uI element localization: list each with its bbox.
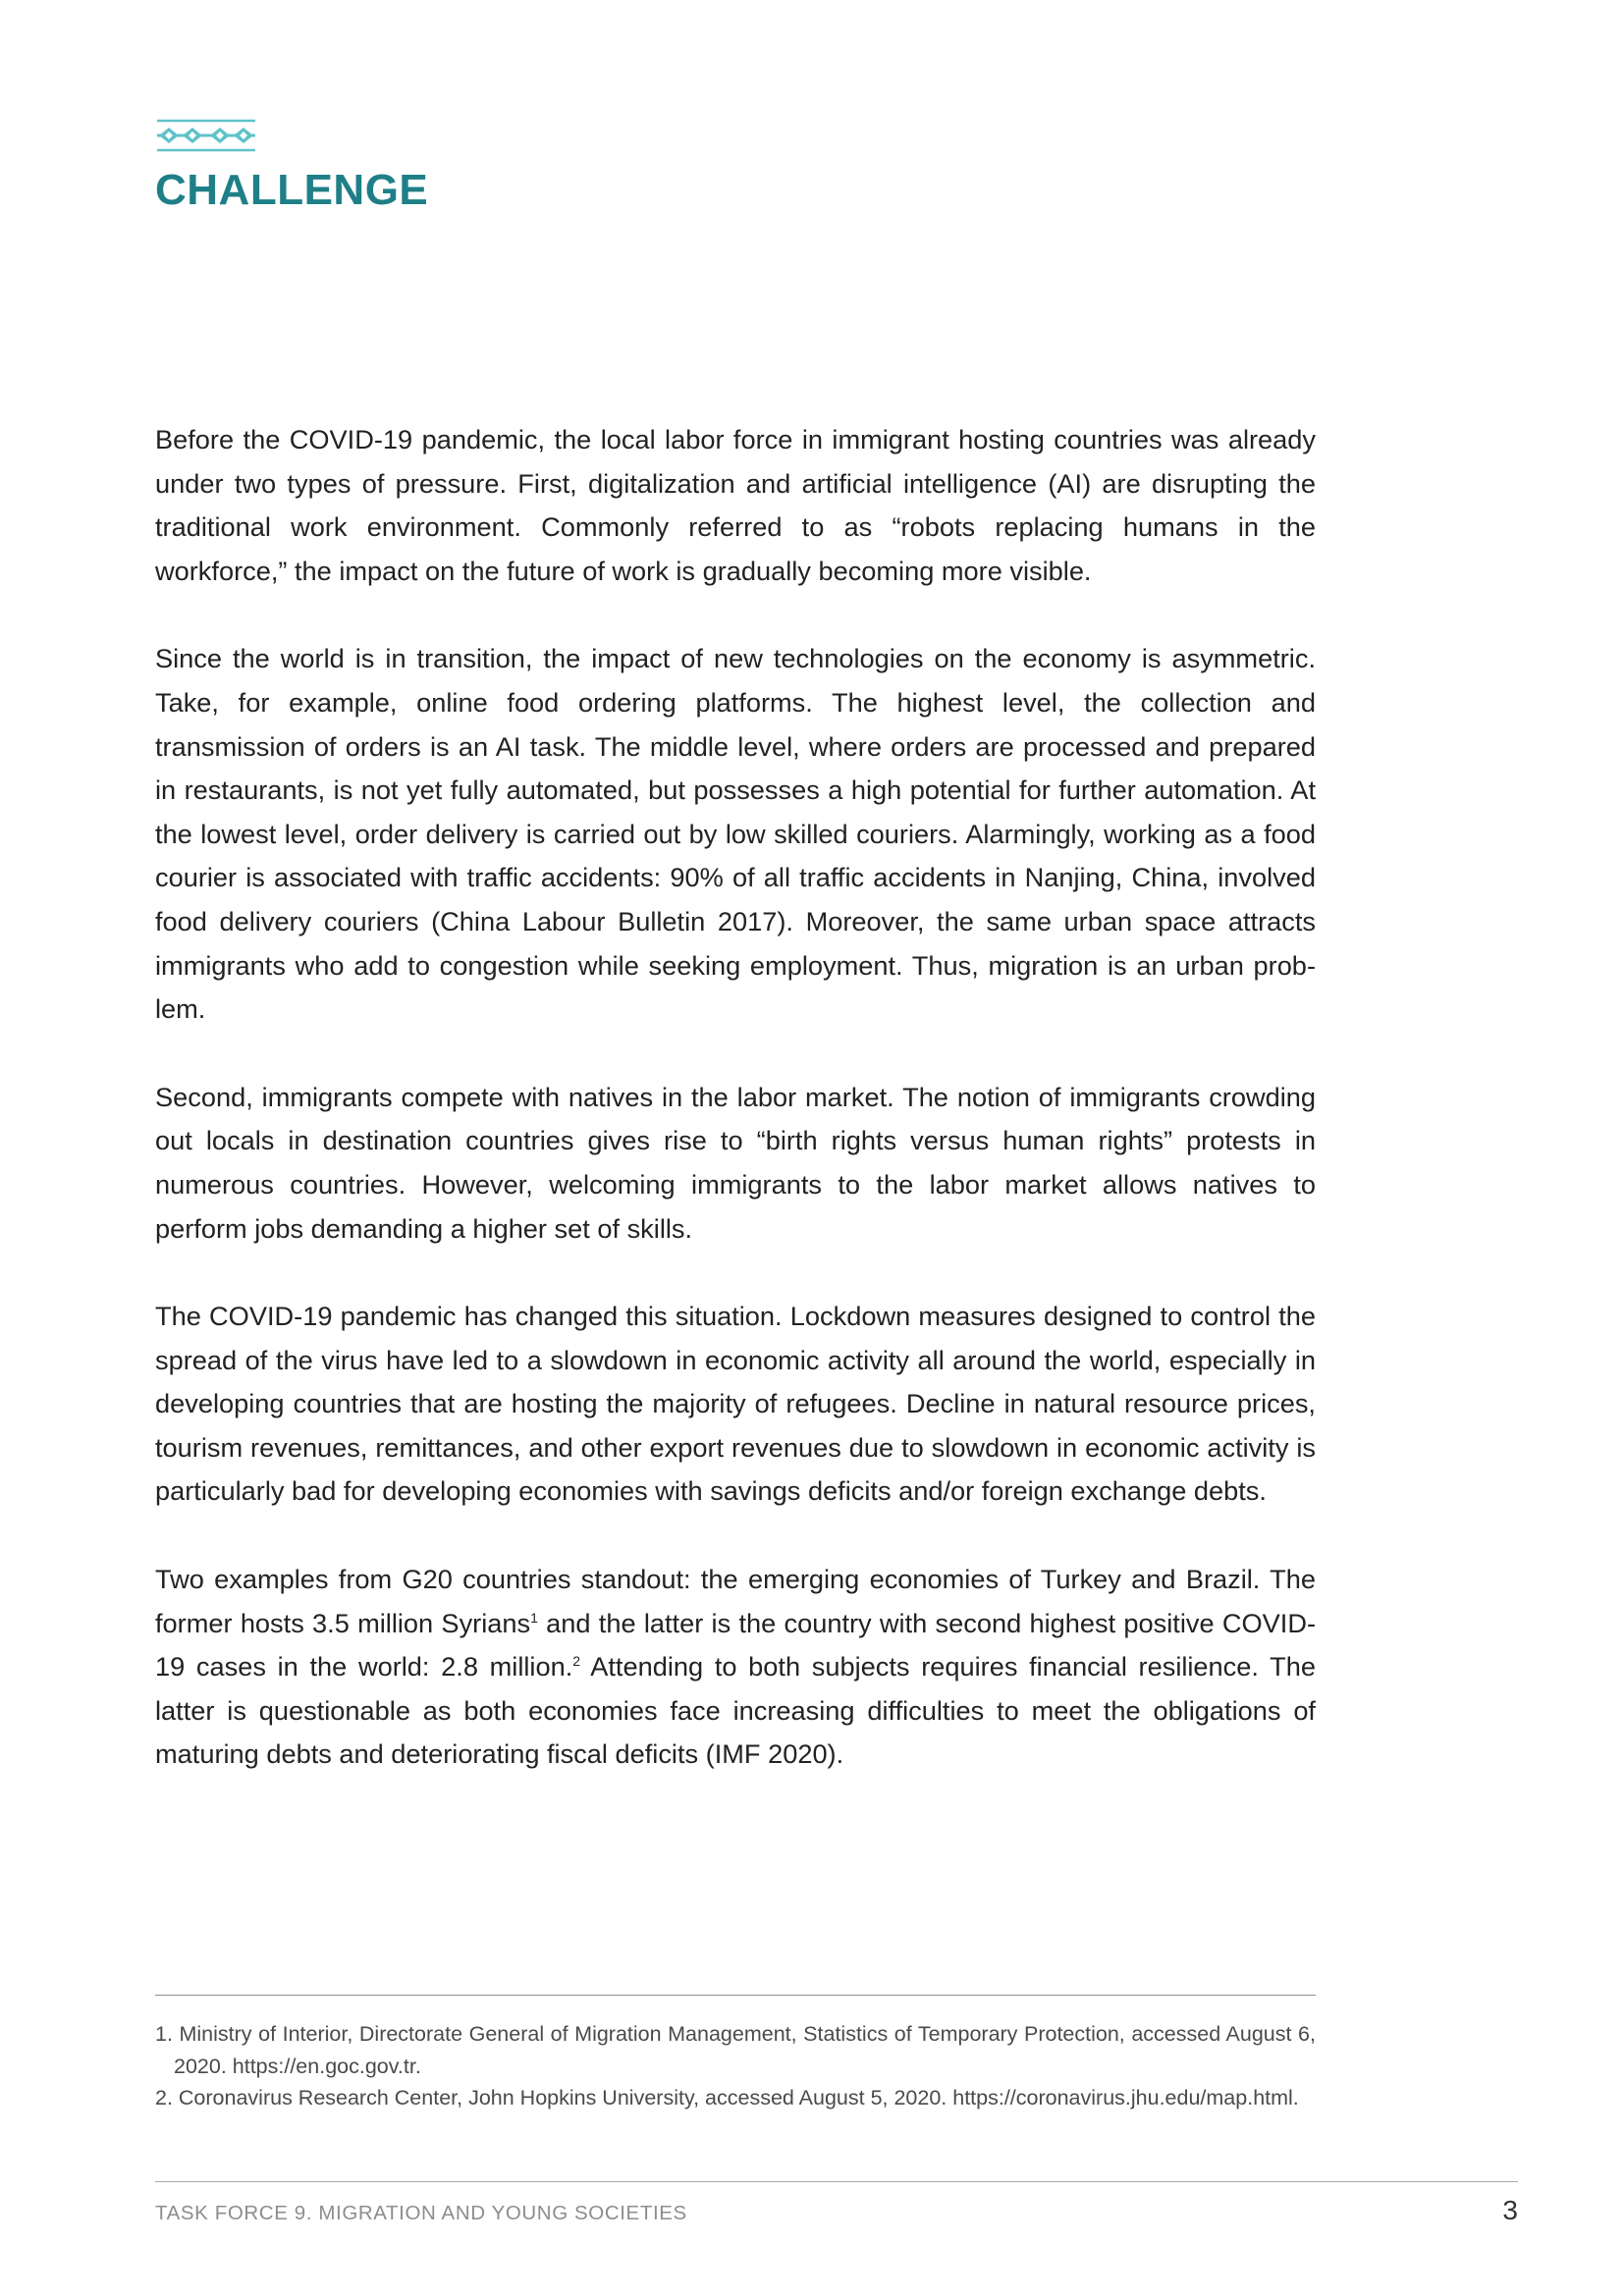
footnotes	[155, 2018, 1316, 2114]
paragraph-text: and the latter is the country with second highest positive COVID-19 cases in the world: 2.8 million.	[155, 1607, 1317, 1682]
article-body	[155, 418, 1316, 1821]
footnote-reference[interactable]: 2	[572, 1653, 581, 1670]
footnote-reference[interactable]: 1	[530, 1609, 538, 1626]
footnote: 2. Coronavirus Research Center, John Hopkins University, accessed August 5, 2020. https://coronavirus.jhu.edu/map.html.	[155, 2086, 1299, 2109]
section-title: CHALLENGE	[155, 166, 429, 214]
footnote-divider	[155, 1995, 1316, 1996]
paragraph-text: Two examples from G20 countries standout: the emerging economies of Turkey and Brazil. The former hosts 3.5 million Syrians	[155, 1564, 1316, 1638]
paragraph: Before the COVID-19 pandemic, the local labor force in immigrant hosting countries was already under two types of pressure. First, digitalization and artificial intelligence (AI) are disrupting the traditional work environment. Commonly referred to as “robots replacing humans in the workforce,” the impact on the future of work is gradually becoming more visible.	[155, 424, 1316, 586]
paragraph	[155, 1558, 1316, 1777]
paragraph: The COVID-19 pandemic has changed this situation. Lockdown measures designed to control the spread of the virus have led to a slowdown in economic activity all around the world, especially in developing countries that are hosting the majority of refugees. Decline in natural resource prices, tourism revenues, remittances, and other export revenues due to slowdown in economic activity is particularly bad for developing economies with savings deficits and/or foreign exchange debts.	[155, 1301, 1316, 1507]
footer-series-title: TASK FORCE 9. MIGRATION AND YOUNG SOCIETIES	[155, 2202, 687, 2224]
page-number: 3	[1502, 2195, 1518, 2225]
decorative-pattern-icon	[155, 118, 257, 153]
footnote: 1. Ministry of Interior, Directorate General of Migration Management, Statistics of Temporary Protection, accessed August 6, 2020. https://en.goc.gov.tr.	[155, 2022, 1316, 2078]
paragraph-text: Attending to both subjects requires financial resilience. The latter is questionable as both economies face increasing difficulties to meet the obligations of maturing debts and deteriorating fiscal deficits (IMF 2020).	[155, 1651, 1316, 1770]
paragraph: Since the world is in transition, the impact of new technologies on the economy is asymmetric. Take, for example, online food ordering platforms. The highest level, the collection and transmission of orders is an AI task. The middle level, where orders are processed and prepared in restaurants, is not yet fully automated, but possesses a high potential for further automation. At the lowest level, order delivery is carried out by low skilled couriers. Alarmingly, working as a food courier is associated with traffic accidents: 90% of all traffic accidents in Nanjing, China, involved food delivery couriers (China Labour Bulletin 2017). Moreover, the same urban space attracts immigrants who add to congestion while seeking employment. Thus, migration is an urban problem.	[155, 643, 1316, 1025]
paragraph: Second, immigrants compete with natives in the labor market. The notion of immigrants crowding out locals in destination countries gives rise to “birth rights versus human rights” protests in numerous countries. However, welcoming immigrants to the labor market allows natives to perform jobs demanding a higher set of skills.	[155, 1081, 1316, 1244]
footer-divider	[155, 2181, 1518, 2182]
